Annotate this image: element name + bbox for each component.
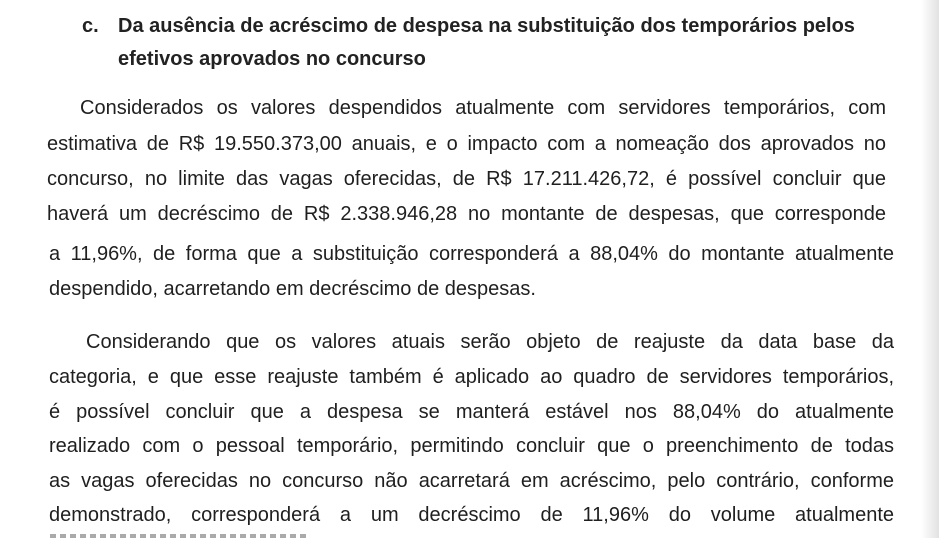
paragraph-1-line-3: concurso, no limite das vagas oferecidas, de R$ 17.211.426,72, é possível concluir que: [47, 168, 886, 190]
paragraph-1-line-5: a 11,96%, de forma que a substituição corresponderá a 88,04% do montante atualmente: [49, 243, 894, 265]
section-title: Da ausência de acréscimo de despesa na substituição dos temporários pelos efetivos aprovados no concurso: [118, 15, 855, 70]
paragraph-1-line-6: despendido, acarretando em decréscimo de despesas.: [49, 278, 536, 300]
paragraph-2-line-3: é possível concluir que a despesa se manterá estável nos 88,04% do atualmente: [49, 401, 894, 423]
paragraph-2-line-6: demonstrado, corresponderá a um decréscimo de 11,96% do volume atualmente: [49, 504, 894, 526]
page-edge-shadow: [921, 0, 939, 538]
paragraph-2-line-1: Considerando que os valores atuais serão objeto de reajuste da data base da: [86, 331, 894, 353]
section-marker: c.: [82, 15, 99, 37]
cropped-text-fragment: [50, 530, 310, 538]
paragraph-1-line-2: estimativa de R$ 19.550.373,00 anuais, e o impacto com a nomeação dos aprovados no: [47, 133, 886, 155]
section-heading: [82, 10, 902, 76]
paragraph-2-line-4: realizado com o pessoal temporário, permitindo concluir que o preenchimento de todas: [49, 435, 894, 457]
paragraph-2-line-2: categoria, e que esse reajuste também é aplicado ao quadro de servidores temporários,: [49, 366, 894, 388]
paragraph-1-line-1: Considerados os valores despendidos atualmente com servidores temporários, com: [80, 97, 886, 119]
paragraph-2-line-5: as vagas oferecidas no concurso não acarretará em acréscimo, pelo contrário, conforme: [49, 470, 894, 492]
paragraph-1-line-4: haverá um decréscimo de R$ 2.338.946,28 no montante de despesas, que corresponde: [47, 203, 886, 225]
